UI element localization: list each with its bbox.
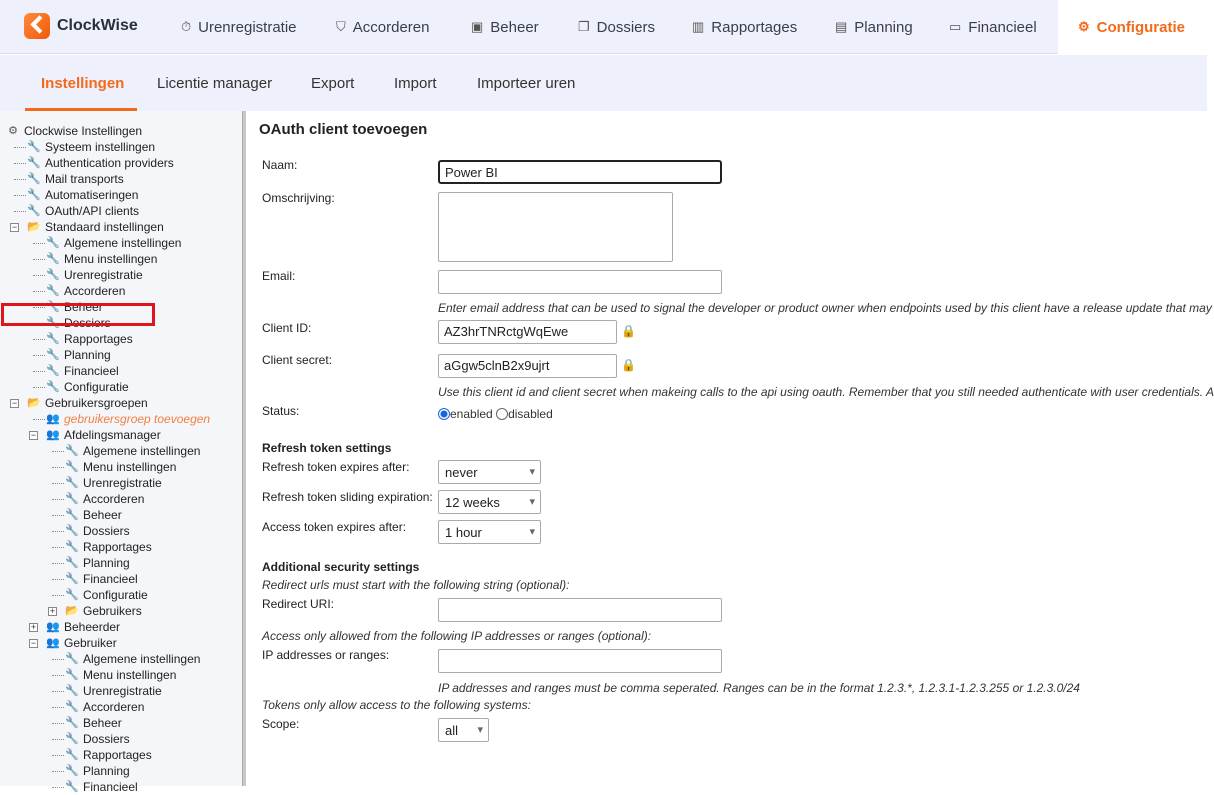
shield-check-icon: ⛉ (336, 19, 346, 34)
systems-note: Tokens only allow access to the following systems: (262, 698, 532, 712)
tree-label[interactable]: Urenregistratie (83, 684, 162, 698)
tree-item[interactable] (0, 379, 240, 395)
settings-tree (0, 111, 242, 794)
ip-label: IP addresses or ranges: (262, 648, 390, 662)
subtab-licentie-manager[interactable]: Licentie manager (157, 75, 273, 92)
tree-label[interactable]: Beheer (64, 300, 103, 314)
gear-icon: ⚙ (1078, 19, 1090, 34)
card-icon: ▭ (949, 19, 962, 34)
tree-label[interactable]: Configuratie (64, 380, 129, 394)
wrench-icon: 🔧 (65, 573, 79, 585)
tree-connector (33, 259, 45, 260)
tree-node[interactable] (0, 619, 240, 635)
wrench-icon: 🔧 (46, 349, 60, 361)
sliding-label: Refresh token sliding expiration: (262, 490, 433, 504)
tree-item[interactable] (0, 475, 240, 491)
top-navigation (0, 0, 1207, 54)
ip-input[interactable] (438, 649, 722, 673)
scope-select[interactable]: all ▾ (438, 718, 489, 742)
tree-label[interactable]: gebruikersgroep toevoegen (64, 412, 211, 426)
tree-item[interactable] (0, 283, 240, 299)
tree-item[interactable] (0, 747, 240, 763)
tree-label[interactable]: OAuth/API clients (45, 204, 140, 218)
tree-item[interactable] (0, 587, 240, 603)
wrench-icon: 🔧 (65, 669, 79, 681)
wrench-icon: 🔧 (46, 237, 60, 249)
wrench-icon: 🔧 (65, 653, 79, 665)
tree-label[interactable]: Dossiers (83, 524, 130, 538)
tree-label[interactable]: Algemene instellingen (83, 444, 201, 458)
wrench-icon: 🔧 (27, 173, 41, 185)
tree-item[interactable] (0, 139, 240, 155)
subtab-import[interactable]: Import (394, 75, 437, 92)
tree-label[interactable]: Configuratie (83, 588, 148, 602)
tree-connector (52, 787, 64, 788)
scope-label: Scope: (262, 717, 300, 731)
redirect-note: Redirect urls must start with the following string (optional): (262, 578, 570, 592)
wrench-icon: 🔧 (65, 765, 79, 777)
tree-connector (52, 771, 64, 772)
status-enabled-radio[interactable] (438, 408, 450, 420)
wrench-icon: 🔧 (46, 253, 60, 265)
tree-label[interactable]: Urenregistratie (83, 476, 162, 490)
tree-label[interactable]: Beheer (83, 716, 122, 730)
sub-navigation (0, 55, 1207, 111)
oauth-client-form (247, 111, 1214, 786)
tree-node[interactable] (0, 123, 240, 139)
collapse-icon[interactable]: − (30, 430, 37, 440)
tree-node[interactable] (0, 603, 240, 619)
subtab-export[interactable]: Export (311, 75, 355, 92)
wrench-icon: 🔧 (65, 717, 79, 729)
tree-connector (33, 275, 45, 276)
tree-connector (52, 563, 64, 564)
tree-item[interactable] (0, 459, 240, 475)
wrench-icon: 🔧 (46, 381, 60, 393)
wrench-icon: 🔧 (27, 205, 41, 217)
nav-beheer[interactable] (471, 0, 539, 54)
redirect-label: Redirect URI: (262, 597, 335, 611)
tree-item[interactable] (0, 203, 240, 219)
tree-connector (52, 707, 64, 708)
tree-connector (33, 387, 45, 388)
tree-connector (52, 499, 64, 500)
wrench-icon: 🔧 (46, 333, 60, 345)
tree-label[interactable]: Gebruiker (64, 636, 117, 650)
group-icon: 👥 (46, 637, 60, 649)
tree-label[interactable]: Systeem instellingen (45, 140, 156, 154)
tree-connector (52, 515, 64, 516)
description-textarea[interactable] (438, 192, 673, 262)
redirect-input[interactable] (438, 598, 722, 622)
calendar-icon: ▤ (835, 19, 848, 34)
tree-label[interactable]: Mail transports (45, 172, 124, 186)
gears-icon: ⚙ (8, 125, 18, 137)
wrench-icon: 🔧 (46, 269, 60, 281)
tree-item[interactable] (0, 187, 240, 203)
tree-connector (14, 147, 26, 148)
wrench-icon: 🔧 (65, 557, 79, 569)
tree-label[interactable]: Standaard instellingen (45, 220, 164, 234)
tree-label[interactable]: Automatiseringen (45, 188, 139, 202)
tree-label[interactable]: Gebruikersgroepen (45, 396, 148, 410)
nav-urenregistratie[interactable] (181, 0, 297, 54)
name-input[interactable]: Power BI (438, 160, 722, 184)
description-label: Omschrijving: (262, 191, 335, 205)
tree-item[interactable] (0, 571, 240, 587)
tree-connector (33, 339, 45, 340)
name-label: Naam: (262, 158, 298, 172)
tree-label[interactable]: Dossiers (64, 316, 111, 330)
wrench-icon: 🔧 (46, 301, 60, 313)
refresh-expires-label: Refresh token expires after: (262, 460, 410, 474)
tree-connector (52, 691, 64, 692)
refresh-heading: Refresh token settings (262, 441, 392, 455)
wrench-icon: 🔧 (65, 749, 79, 761)
nav-configuratie[interactable] (1058, 0, 1207, 54)
nav-label: Configuratie (1096, 18, 1185, 36)
nav-financieel[interactable] (949, 0, 1037, 54)
tree-item[interactable] (0, 731, 240, 747)
tree-label[interactable]: Rapportages (64, 332, 133, 346)
tree-connector (14, 211, 26, 212)
folder-icon: 📂 (27, 221, 41, 233)
tree-item[interactable] (0, 251, 240, 267)
tree-connector (33, 419, 45, 420)
tree-label[interactable]: Algemene instellingen (64, 236, 182, 250)
tree-connector (52, 483, 64, 484)
wrench-icon: 🔧 (65, 445, 79, 457)
tree-item[interactable] (0, 555, 240, 571)
tree-item[interactable] (0, 699, 240, 715)
client-id-input[interactable]: AZ3hrTNRctgWqEwe (438, 320, 617, 344)
tree-item[interactable] (0, 523, 240, 539)
tree-connector (33, 291, 45, 292)
tree-label[interactable]: Menu instellingen (83, 460, 177, 474)
lock-icon[interactable]: 🔒 (621, 358, 636, 372)
tree-label[interactable]: Authentication providers (45, 156, 174, 170)
tree-item[interactable] (0, 683, 240, 699)
tree-connector (14, 163, 26, 164)
tree-item[interactable] (0, 491, 240, 507)
nav-label: Beheer (490, 18, 539, 36)
wrench-icon: 🔧 (65, 509, 79, 521)
tree-label[interactable]: Beheerder (64, 620, 121, 634)
tree-connector (52, 755, 64, 756)
ip-note: Access only allowed from the following IP addresses or ranges (optional): (262, 629, 652, 643)
tree-item[interactable] (0, 651, 240, 667)
tree-label[interactable]: Dossiers (83, 732, 130, 746)
copy-icon: ❐ (578, 19, 590, 34)
tree-connector (33, 243, 45, 244)
group-icon: 👥 (46, 621, 60, 633)
wrench-icon: 🔧 (65, 461, 79, 473)
client-secret-label: Client secret: (262, 353, 333, 367)
clockwise-logo-icon[interactable] (24, 13, 50, 39)
status-label: Status: (262, 404, 300, 418)
secret-help: Use this client id and client secret when makeing calls to the api using oauth. Remember that you still needed authenticate with user credentials. A (438, 385, 1214, 399)
status-disabled-label[interactable]: disabled (508, 407, 553, 421)
tree-label[interactable]: Urenregistratie (64, 268, 143, 282)
tree-item[interactable] (0, 779, 240, 795)
wrench-icon: 🔧 (65, 733, 79, 745)
email-input[interactable] (438, 270, 722, 294)
tree-connector (52, 467, 64, 468)
lock-icon[interactable]: 🔒 (621, 324, 636, 338)
wrench-icon: 🔧 (65, 477, 79, 489)
collapse-icon[interactable]: − (30, 638, 37, 648)
tree-label[interactable]: Beheer (83, 508, 122, 522)
status-radio-group (438, 407, 553, 421)
tree-item[interactable] (0, 363, 240, 379)
tree-item[interactable] (0, 443, 240, 459)
tree-label[interactable]: Financieel (83, 572, 138, 586)
tree-item[interactable] (0, 715, 240, 731)
ip-help: IP addresses and ranges must be comma seperated. Ranges can be in the format 1.2.3.*, 1.2.3.1-1.2.3.255 or 1.2.3.0/24 (438, 681, 1080, 695)
tree-connector (52, 579, 64, 580)
group-icon: 👥 (46, 429, 60, 441)
collapse-icon[interactable]: − (11, 222, 18, 232)
tree-node[interactable] (0, 635, 240, 651)
tree-label[interactable]: Financieel (64, 364, 119, 378)
tree-label[interactable]: Menu instellingen (83, 668, 177, 682)
wrench-icon: 🔧 (46, 365, 60, 377)
bar-chart-icon: ▥ (692, 19, 705, 34)
tree-connector (52, 659, 64, 660)
tree-node[interactable] (0, 395, 240, 411)
tree-connector (52, 675, 64, 676)
refresh-expires-select[interactable]: never ▾ (438, 460, 541, 484)
tree-item[interactable] (0, 235, 240, 251)
nav-dossiers[interactable] (578, 0, 655, 54)
wrench-icon: 🔧 (27, 141, 41, 153)
highlight-box (1, 303, 155, 326)
subtab-importeer-uren[interactable]: Importeer uren (477, 75, 576, 92)
nav-label: Financieel (968, 18, 1037, 36)
tree-label[interactable]: Rapportages (83, 540, 152, 554)
nav-label: Accorderen (352, 18, 430, 36)
email-label: Email: (262, 269, 296, 283)
tree-connector (14, 195, 26, 196)
tree-label[interactable]: Clockwise Instellingen (24, 124, 143, 138)
group-icon: 👥 (46, 413, 60, 425)
tree-item[interactable] (0, 539, 240, 555)
tree-connector (52, 739, 64, 740)
wrench-icon: 🔧 (27, 189, 41, 201)
wrench-icon: 🔧 (65, 781, 79, 793)
tree-connector (52, 547, 64, 548)
nav-planning[interactable] (835, 0, 913, 54)
wrench-icon: 🔧 (65, 493, 79, 505)
expand-icon[interactable]: + (30, 622, 37, 632)
wrench-icon: 🔧 (65, 701, 79, 713)
expand-icon[interactable]: + (49, 606, 56, 616)
wrench-icon: 🔧 (65, 685, 79, 697)
nav-rapportages[interactable] (692, 0, 797, 54)
tree-label[interactable]: Financieel (83, 780, 138, 794)
status-enabled-label[interactable]: enabled (450, 407, 493, 421)
tree-label[interactable]: Planning (64, 348, 111, 362)
client-id-label: Client ID: (262, 321, 312, 335)
subtab-instellingen[interactable]: Instellingen (41, 75, 125, 92)
tree-label[interactable]: Accorderen (83, 700, 145, 714)
tree-node[interactable] (0, 219, 240, 235)
nav-label: Rapportages (711, 18, 798, 36)
access-label: Access token expires after: (262, 520, 407, 534)
access-select[interactable]: 1 hour ▾ (438, 520, 541, 544)
tree-item[interactable] (0, 507, 240, 523)
tree-item[interactable] (0, 763, 240, 779)
tree-item[interactable] (0, 347, 240, 363)
collapse-icon[interactable]: − (11, 398, 18, 408)
tree-item[interactable] (0, 171, 240, 187)
wrench-icon: 🔧 (46, 317, 60, 329)
tree-item[interactable] (0, 267, 240, 283)
nav-label: Planning (854, 18, 913, 36)
email-help: Enter email address that can be used to signal the developer or product owner when endpoints used by this client have a release update that may (438, 301, 1212, 315)
wrench-icon: 🔧 (65, 541, 79, 553)
folder-icon: 📂 (65, 605, 79, 617)
tree-label[interactable]: Gebruikers (83, 604, 142, 618)
page-title: OAuth client toevoegen (259, 121, 428, 138)
sidebar-splitter[interactable] (242, 111, 246, 786)
status-disabled-radio[interactable] (496, 408, 508, 420)
client-secret-input[interactable]: aGgw5clnB2x9ujrt (438, 354, 617, 378)
wrench-icon: 🔧 (65, 525, 79, 537)
tree-connector (52, 531, 64, 532)
tree-connector (33, 371, 45, 372)
tree-label[interactable]: Rapportages (83, 748, 152, 762)
folder-icon: 📂 (27, 397, 41, 409)
tree-connector (33, 355, 45, 356)
stopwatch-icon: ⏱ (181, 19, 192, 34)
wrench-icon: 🔧 (65, 589, 79, 601)
tree-connector (52, 723, 64, 724)
nav-label: Urenregistratie (198, 18, 297, 36)
tree-label[interactable]: Accorderen (64, 284, 126, 298)
brand-name[interactable]: ClockWise (57, 17, 138, 34)
nav-label: Dossiers (596, 18, 656, 36)
sliding-select[interactable]: 12 weeks ▾ (438, 490, 541, 514)
tree-label[interactable]: Menu instellingen (64, 252, 158, 266)
tree-node[interactable] (0, 427, 240, 443)
tree-label[interactable]: Afdelingsmanager (64, 428, 161, 442)
tree-label[interactable]: Algemene instellingen (83, 652, 201, 666)
tree-connector (52, 451, 64, 452)
security-heading: Additional security settings (262, 560, 420, 574)
tree-item[interactable] (0, 667, 240, 683)
tree-label[interactable]: Planning (83, 764, 130, 778)
tree-item[interactable] (0, 331, 240, 347)
tree-item[interactable] (0, 155, 240, 171)
nav-accorderen[interactable] (336, 0, 429, 54)
tree-label[interactable]: Accorderen (83, 492, 145, 506)
tree-connector (52, 595, 64, 596)
camera-icon: ▣ (471, 19, 484, 34)
tree-node[interactable] (0, 411, 240, 427)
wrench-icon: 🔧 (27, 157, 41, 169)
wrench-icon: 🔧 (46, 285, 60, 297)
tree-connector (14, 179, 26, 180)
tree-label[interactable]: Planning (83, 556, 130, 570)
